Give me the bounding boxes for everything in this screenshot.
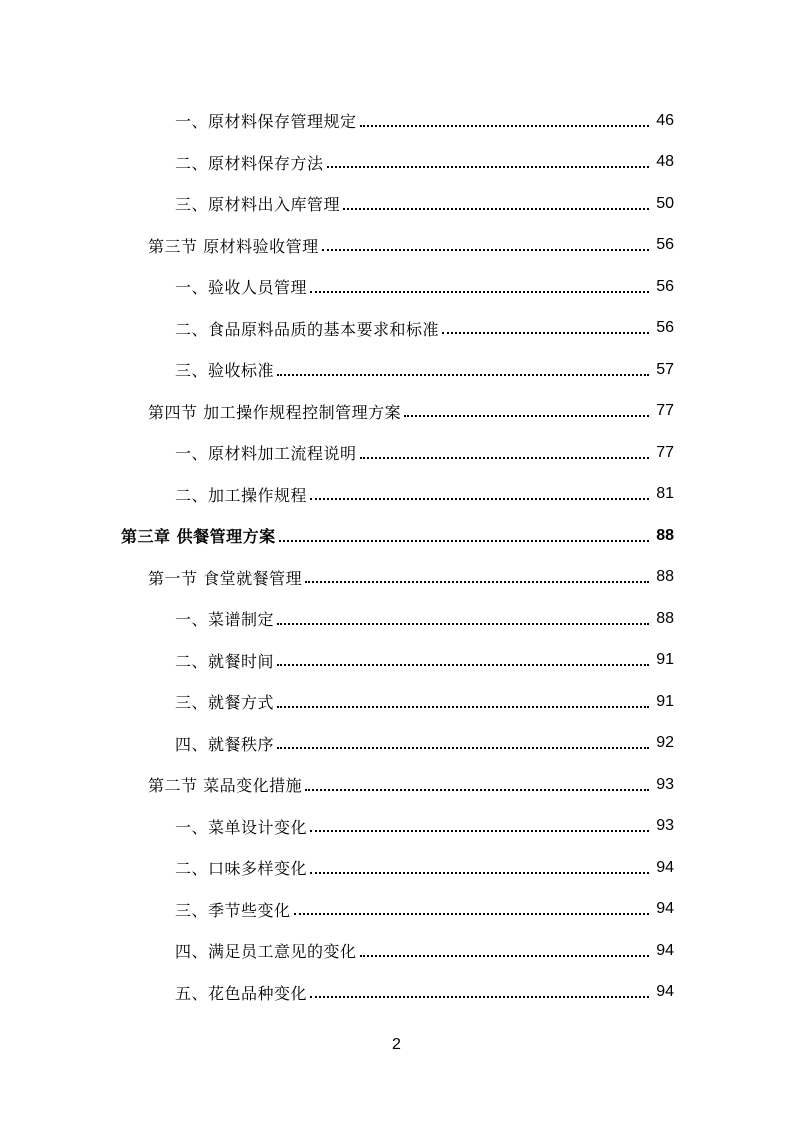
toc-entry[interactable] [0,100,793,142]
toc-entry-page: 81 [656,485,674,503]
toc-entry-label: 二、口味多样变化 [175,859,308,879]
toc-entry[interactable] [0,972,793,1014]
toc-entry[interactable] [0,889,793,931]
toc-entry-page: 56 [656,319,674,337]
dot-leader [279,540,649,542]
dot-leader [404,415,649,417]
toc-entry-page: 94 [656,983,674,1001]
toc-entry[interactable] [0,349,793,391]
toc-entry-page: 88 [656,526,674,544]
toc-entry-page: 50 [656,194,674,212]
toc-entry[interactable] [0,225,793,267]
toc-entry[interactable] [0,681,793,723]
dot-leader [310,498,649,500]
toc-entry-label: 四、满足员工意见的变化 [175,942,357,962]
toc-entry[interactable] [0,142,793,184]
dot-leader [277,374,649,376]
dot-leader [327,166,649,168]
toc-entry-label: 三、季节些变化 [175,900,291,920]
toc-entry-page: 88 [656,609,674,627]
dot-leader [277,706,649,708]
toc-entry[interactable] [0,391,793,433]
page-number: 2 [392,1036,401,1053]
dot-leader [277,623,649,625]
dot-leader [277,747,649,749]
dot-leader [310,291,649,293]
toc-entry-label: 一、菜谱制定 [175,610,275,630]
dot-leader [277,664,649,666]
toc-entry-page: 77 [656,443,674,461]
toc-entry-page: 57 [656,360,674,378]
toc-entry[interactable] [0,806,793,848]
toc-entry-label: 第三章 供餐管理方案 [121,527,276,547]
toc-entry-label: 二、加工操作规程 [175,485,308,505]
toc-entry-page: 94 [656,858,674,876]
toc-entry-label: 第二节 菜品变化措施 [148,776,303,796]
toc-entry-label: 五、花色品种变化 [175,983,308,1003]
dot-leader [310,996,649,998]
toc-entry-label: 二、就餐时间 [175,651,275,671]
toc-entry-label: 四、就餐秩序 [175,734,275,754]
dot-leader [322,249,649,251]
toc-entry-page: 92 [656,734,674,752]
dot-leader [360,955,649,957]
dot-leader [305,581,649,583]
toc-entry-label: 一、原材料保存管理规定 [175,112,357,132]
toc-entry-label: 第三节 原材料验收管理 [148,236,319,256]
toc-entry-label: 一、验收人员管理 [175,278,308,298]
toc-entry-page: 56 [656,236,674,254]
table-of-contents [0,100,793,1013]
dot-leader [343,208,649,210]
toc-entry[interactable] [0,183,793,225]
dot-leader [305,789,649,791]
toc-entry[interactable] [0,266,793,308]
toc-entry-label: 二、原材料保存方法 [175,153,324,173]
toc-entry[interactable] [0,930,793,972]
toc-entry-page: 93 [656,817,674,835]
toc-entry[interactable] [0,474,793,516]
toc-entry-page: 93 [656,775,674,793]
toc-entry-label: 三、就餐方式 [175,693,275,713]
toc-entry-page: 94 [656,941,674,959]
dot-leader [294,913,649,915]
toc-entry-page: 46 [656,111,674,129]
toc-entry[interactable] [0,640,793,682]
dot-leader [442,332,649,334]
dot-leader [310,872,649,874]
dot-leader [360,125,649,127]
dot-leader [360,457,649,459]
toc-entry-label: 三、原材料出入库管理 [175,195,341,215]
toc-entry[interactable] [0,308,793,350]
toc-entry-page: 56 [656,277,674,295]
toc-entry-page: 48 [656,153,674,171]
toc-entry-label: 一、菜单设计变化 [175,817,308,837]
dot-leader [310,830,649,832]
toc-entry-page: 77 [656,402,674,420]
toc-entry-label: 第四节 加工操作规程控制管理方案 [148,402,402,422]
toc-entry[interactable] [0,515,793,557]
toc-entry[interactable] [0,764,793,806]
toc-entry-page: 88 [656,568,674,586]
toc-entry[interactable] [0,598,793,640]
toc-entry-label: 一、原材料加工流程说明 [175,444,357,464]
toc-entry-label: 第一节 食堂就餐管理 [148,568,303,588]
toc-entry-label: 二、食品原料品质的基本要求和标准 [175,319,440,339]
toc-entry[interactable] [0,557,793,599]
toc-entry-page: 91 [656,651,674,669]
toc-entry[interactable] [0,723,793,765]
toc-entry-page: 91 [656,692,674,710]
toc-entry-label: 三、验收标准 [175,361,275,381]
toc-entry-page: 94 [656,900,674,918]
toc-entry[interactable] [0,847,793,889]
toc-entry[interactable] [0,432,793,474]
